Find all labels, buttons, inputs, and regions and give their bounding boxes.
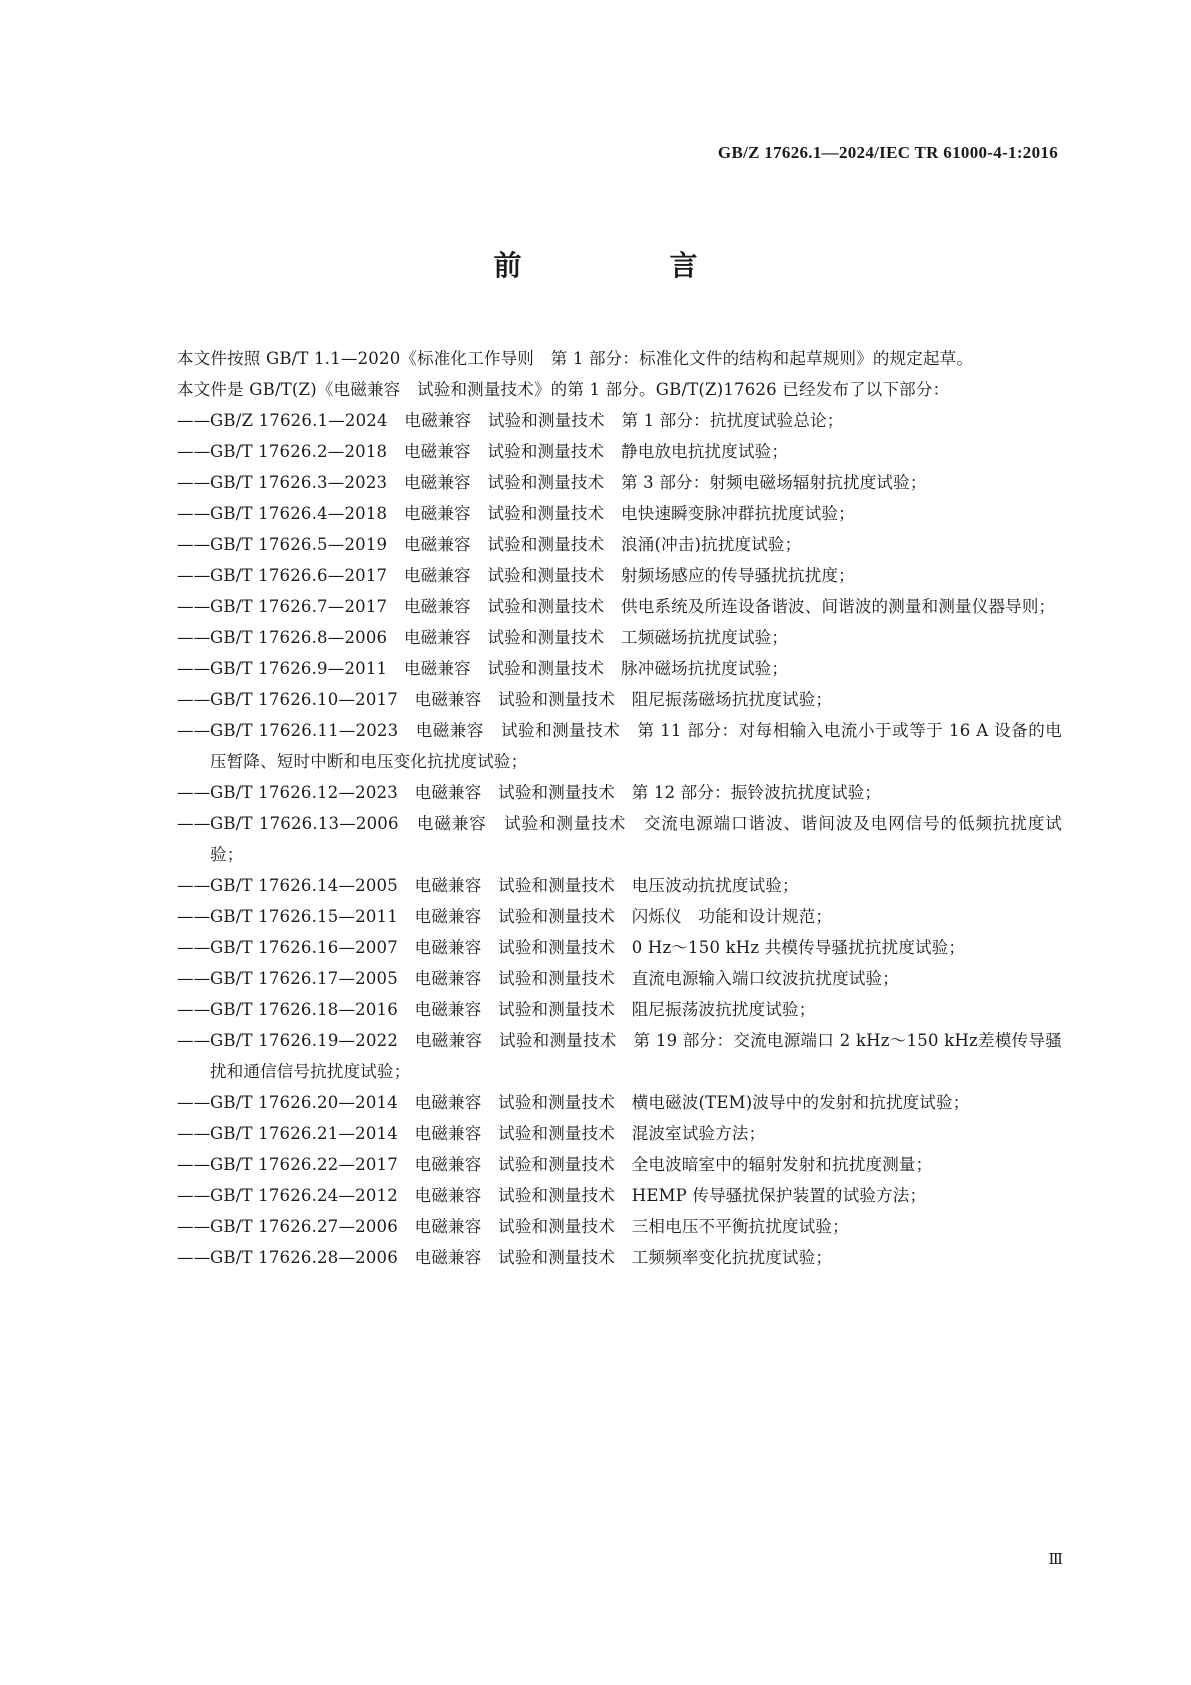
list-item xyxy=(144,591,1062,622)
list-dash: —— xyxy=(177,1124,211,1143)
list-dash: —— xyxy=(177,628,211,647)
list-item-text: GB/T 17626.10—2017 电磁兼容 试验和测量技术 阻尼振荡磁场抗扰度试验； xyxy=(210,690,833,709)
document-code-header: GB/Z 17626.1—2024/IEC TR 61000-4-1:2016 xyxy=(717,143,1058,162)
list-item xyxy=(144,1180,1062,1211)
list-dash: —— xyxy=(177,876,211,895)
list-item xyxy=(144,653,1062,684)
list-item-text: GB/T 17626.3—2023 电磁兼容 试验和测量技术 第 3 部分：射频电磁场辐射抗扰度试验； xyxy=(210,473,927,492)
list-dash: —— xyxy=(177,1000,211,1019)
list-dash: —— xyxy=(177,442,211,461)
list-item-text: GB/T 17626.28—2006 电磁兼容 试验和测量技术 工频频率变化抗扰度试验； xyxy=(210,1248,833,1267)
page-title: 前 言 xyxy=(493,249,758,282)
list-item-text: GB/T 17626.20—2014 电磁兼容 试验和测量技术 横电磁波(TEM)波导中的发射和抗扰度试验； xyxy=(210,1093,970,1112)
list-item xyxy=(144,1149,1062,1180)
list-dash: —— xyxy=(177,1155,211,1174)
list-item xyxy=(144,1025,1062,1087)
list-item xyxy=(144,560,1062,591)
list-item xyxy=(144,901,1062,932)
list-dash: —— xyxy=(177,1186,211,1205)
list-dash: —— xyxy=(177,907,211,926)
list-item-text: GB/T 17626.5—2019 电磁兼容 试验和测量技术 浪涌(冲击)抗扰度试验； xyxy=(210,535,802,554)
list-item xyxy=(144,1211,1062,1242)
list-item xyxy=(144,498,1062,529)
list-item xyxy=(144,1118,1062,1149)
list-item xyxy=(144,994,1062,1025)
list-item-text: GB/T 17626.7—2017 电磁兼容 试验和测量技术 供电系统及所连设备谐波、间谐波的测量和测量仪器导则； xyxy=(210,597,1056,616)
list-item-text: GB/T 17626.2—2018 电磁兼容 试验和测量技术 静电放电抗扰度试验； xyxy=(210,442,789,461)
list-dash: —— xyxy=(177,938,211,957)
list-dash: —— xyxy=(177,566,211,585)
list-item-text: GB/T 17626.11—2023 电磁兼容 试验和测量技术 第 11 部分：对每相输入电流小于或等于 16 A 设备的电压暂降、短时中断和电压变化抗扰度试验； xyxy=(210,721,1062,771)
list-item xyxy=(144,932,1062,963)
list-dash: —— xyxy=(177,721,211,740)
list-dash: —— xyxy=(177,814,211,833)
list-dash: —— xyxy=(177,411,211,430)
list-item-text: GB/T 17626.6—2017 电磁兼容 试验和测量技术 射频场感应的传导骚扰抗扰度； xyxy=(210,566,855,585)
list-dash: —— xyxy=(177,659,211,678)
list-item xyxy=(144,622,1062,653)
list-item-text: GB/T 17626.17—2005 电磁兼容 试验和测量技术 直流电源输入端口纹波抗扰度试验； xyxy=(210,969,899,988)
list-dash: —— xyxy=(177,690,211,709)
list-item xyxy=(144,436,1062,467)
list-item xyxy=(144,684,1062,715)
list-dash: —— xyxy=(177,783,211,802)
list-dash: —— xyxy=(177,1217,211,1236)
list-item-text: GB/T 17626.16—2007 电磁兼容 试验和测量技术 0 Hz～150 kHz 共模传导骚扰抗扰度试验； xyxy=(210,938,966,957)
list-item-text: GB/T 17626.8—2006 电磁兼容 试验和测量技术 工频磁场抗扰度试验； xyxy=(210,628,789,647)
intro-paragraph-parts: 本文件是 GB/T(Z)《电磁兼容 试验和测量技术》的第 1 部分。GB/T(Z)17626 已经发布了以下部分： xyxy=(177,380,950,399)
list-item-text: GB/T 17626.22—2017 电磁兼容 试验和测量技术 全电波暗室中的辐射发射和抗扰度测量； xyxy=(210,1155,933,1174)
list-item-text: GB/T 17626.24—2012 电磁兼容 试验和测量技术 HEMP 传导骚扰保护装置的试验方法； xyxy=(210,1186,927,1205)
list-item xyxy=(144,529,1062,560)
list-item xyxy=(144,808,1062,870)
list-item-text: GB/T 17626.15—2011 电磁兼容 试验和测量技术 闪烁仪 功能和设计规范； xyxy=(210,907,833,926)
foreword-body xyxy=(144,343,1062,1273)
list-item xyxy=(144,777,1062,808)
list-item-text: GB/T 17626.14—2005 电磁兼容 试验和测量技术 电压波动抗扰度试验； xyxy=(210,876,799,895)
list-dash: —— xyxy=(177,535,211,554)
list-item-text: GB/T 17626.4—2018 电磁兼容 试验和测量技术 电快速瞬变脉冲群抗扰度试验； xyxy=(210,504,855,523)
list-dash: —— xyxy=(177,504,211,523)
list-item xyxy=(144,715,1062,777)
list-dash: —— xyxy=(177,597,211,616)
list-item-text: GB/T 17626.12—2023 电磁兼容 试验和测量技术 第 12 部分：振铃波抗扰度试验； xyxy=(210,783,882,802)
list-item-text: GB/T 17626.27—2006 电磁兼容 试验和测量技术 三相电压不平衡抗扰度试验； xyxy=(210,1217,849,1236)
list-item-text: GB/T 17626.9—2011 电磁兼容 试验和测量技术 脉冲磁场抗扰度试验； xyxy=(210,659,789,678)
list-item xyxy=(144,963,1062,994)
list-dash: —— xyxy=(177,1093,211,1112)
page-number: Ⅲ xyxy=(1048,1552,1063,1568)
list-item xyxy=(144,1242,1062,1273)
intro-paragraph-drafting: 本文件按照 GB/T 1.1—2020《标准化工作导则 第 1 部分：标准化文件的结构和起草规则》的规定起草。 xyxy=(177,349,974,368)
list-dash: —— xyxy=(177,473,211,492)
list-dash: —— xyxy=(177,1031,211,1050)
list-item xyxy=(144,1087,1062,1118)
list-item-text: GB/Z 17626.1—2024 电磁兼容 试验和测量技术 第 1 部分：抗扰度试验总论； xyxy=(210,411,844,430)
list-item xyxy=(144,870,1062,901)
list-item-text: GB/T 17626.19—2022 电磁兼容 试验和测量技术 第 19 部分：交流电源端口 2 kHz～150 kHz差模传导骚扰和通信信号抗扰度试验； xyxy=(210,1031,1062,1081)
list-item-text: GB/T 17626.13—2006 电磁兼容 试验和测量技术 交流电源端口谐波、谐间波及电网信号的低频抗扰度试验； xyxy=(210,814,1062,864)
list-dash: —— xyxy=(177,1248,211,1267)
list-item xyxy=(144,467,1062,498)
list-item xyxy=(144,405,1062,436)
list-item-text: GB/T 17626.21—2014 电磁兼容 试验和测量技术 混波室试验方法； xyxy=(210,1124,766,1143)
list-dash: —— xyxy=(177,969,211,988)
list-item-text: GB/T 17626.18—2016 电磁兼容 试验和测量技术 阻尼振荡波抗扰度试验； xyxy=(210,1000,816,1019)
published-parts-list xyxy=(144,405,1062,1273)
